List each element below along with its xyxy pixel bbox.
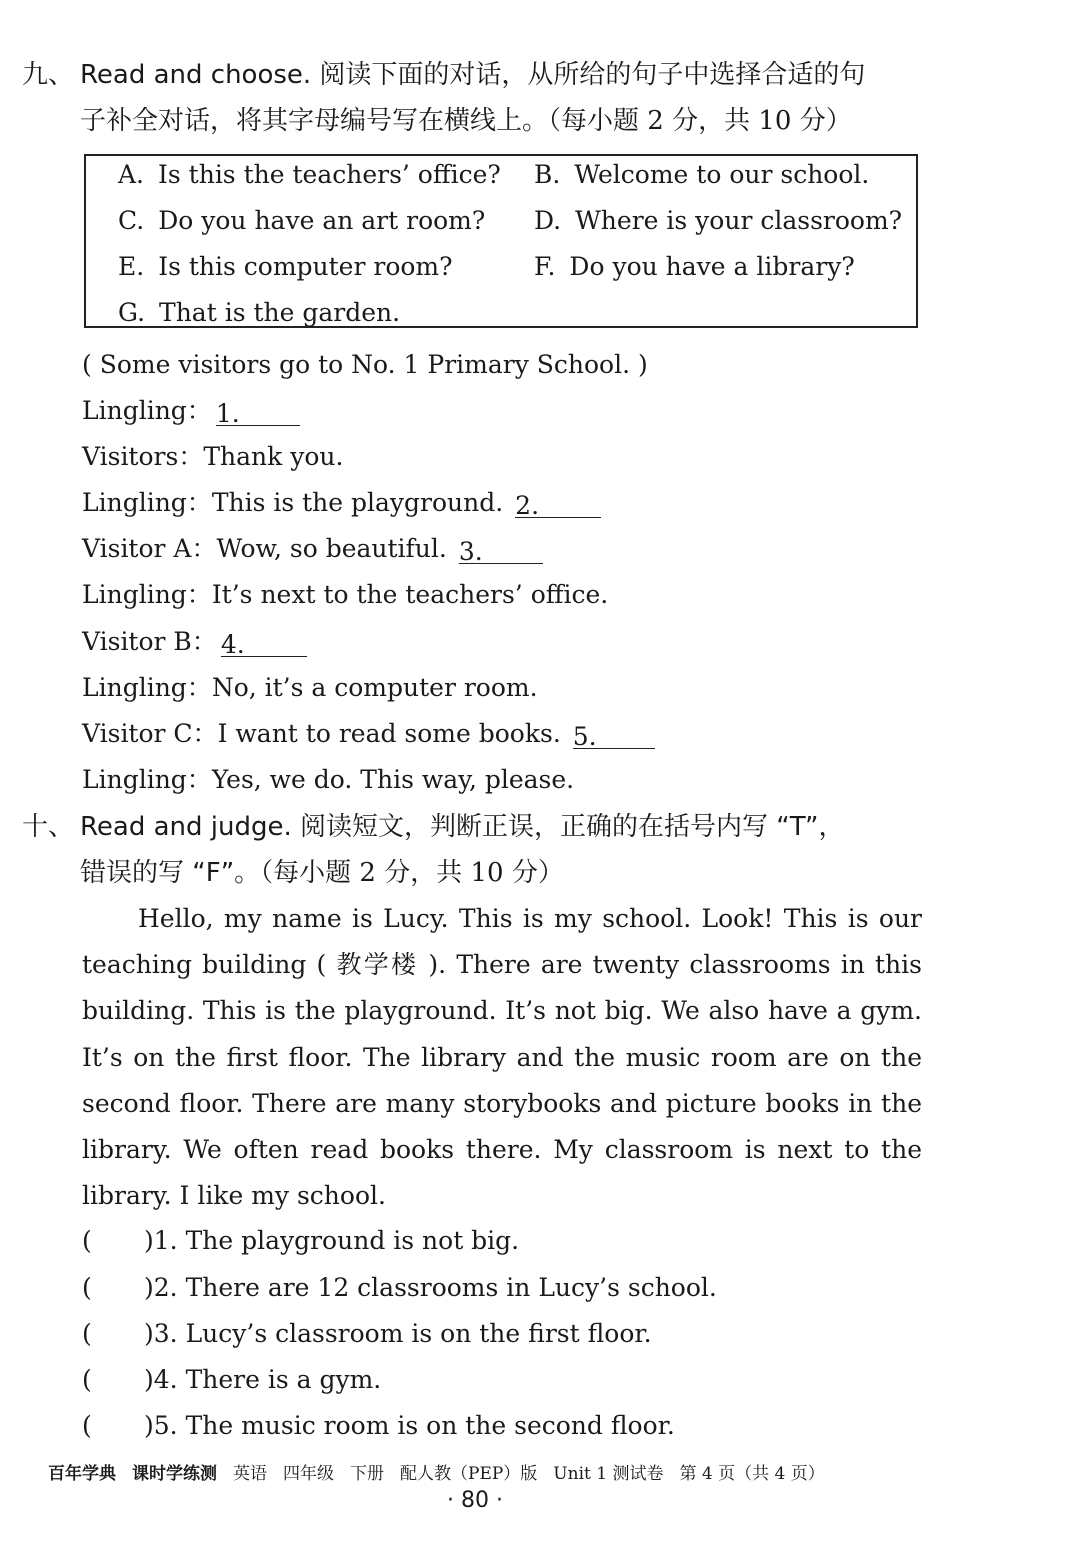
dialogue-line: Visitor C：I want to read some books. 5. xyxy=(82,719,655,749)
footer-edition: 配人教（PEP）版 xyxy=(400,1464,538,1484)
dialogue-line: Lingling：Yes, we do. This way, please. xyxy=(82,765,575,794)
footer-volume: 下册 xyxy=(350,1464,384,1484)
section-10-score: （每小题 2 分，共 10 分） xyxy=(260,858,564,888)
footer-series: 课时学练测 xyxy=(132,1464,217,1484)
page-number: · 80 · xyxy=(447,1488,503,1513)
answer-blank-2[interactable]: 2. xyxy=(515,491,601,518)
option-d: D. Where is your classroom? xyxy=(534,206,903,235)
judge-question: ( )2. There are 12 classrooms in Lucy’s school. xyxy=(82,1273,717,1302)
section-10-title-line1: Read and judge. 阅读短文，判断正误，正确的在括号内写 “T”， xyxy=(80,812,845,842)
footer-page-info: 第 4 页（共 4 页） xyxy=(679,1464,825,1484)
section-9-number: 九、 xyxy=(22,60,75,90)
judge-question: ( )3. Lucy’s classroom is on the first floor. xyxy=(82,1319,652,1348)
dialogue-line: Lingling：No, it’s a computer room. xyxy=(82,673,538,702)
option-a: A. Is this the teachers’ office? xyxy=(118,160,501,189)
answer-paren-5[interactable]: ( xyxy=(82,1411,92,1440)
judge-question: ( )5. The music room is on the second floor. xyxy=(82,1411,675,1440)
option-g: G. That is the garden. xyxy=(118,298,401,327)
reading-passage: Hello, my name is Lucy. This is my school. Look! This is our teaching building ( 教学楼 ). There are twenty classrooms in this building. This is the playground. It’s not big. We also have a gym. It’s on the first floor. The library and the music room are on the second floor. There are many storybooks and picture books in the library. We often read books there. My classroom is next to the library. I like my school. xyxy=(82,904,922,1211)
answer-paren-3[interactable]: ( xyxy=(82,1319,92,1348)
footer-grade: 四年级 xyxy=(283,1464,334,1484)
dialogue-line: Visitors：Thank you. xyxy=(82,442,344,471)
answer-blank-4[interactable]: 4. xyxy=(221,630,307,657)
footer-unit: Unit 1 测试卷 xyxy=(553,1464,664,1484)
answer-blank-1[interactable]: 1. xyxy=(216,399,300,426)
section-9-title-line1: Read and choose. 阅读下面的对话，从所给的句子中选择合适的句 xyxy=(80,60,866,90)
section-9-score: （每小题 2 分，共 10 分） xyxy=(548,106,852,136)
judge-question: ( )1. The playground is not big. xyxy=(82,1226,520,1255)
option-e: E. Is this computer room? xyxy=(118,252,453,281)
page-footer xyxy=(48,1462,948,1486)
answer-blank-3[interactable]: 3. xyxy=(459,537,543,564)
judge-question: ( )4. There is a gym. xyxy=(82,1365,382,1394)
dialogue-scene: ( Some visitors go to No. 1 Primary School. ) xyxy=(82,350,648,379)
section-10-number: 十、 xyxy=(22,812,75,842)
dialogue-line: Visitor B： 4. xyxy=(82,627,307,657)
answer-blank-5[interactable]: 5. xyxy=(573,722,655,749)
option-b: B. Welcome to our school. xyxy=(534,160,870,189)
dialogue-line: Visitor A：Wow, so beautiful. 3. xyxy=(82,534,543,564)
option-c: C. Do you have an art room? xyxy=(118,206,486,235)
dialogue-line: Lingling： 1. xyxy=(82,396,300,426)
section-10-header xyxy=(22,804,942,896)
section-9-header xyxy=(22,52,942,144)
answer-paren-4[interactable]: ( xyxy=(82,1365,92,1394)
option-f: F. Do you have a library? xyxy=(534,252,855,281)
answer-paren-2[interactable]: ( xyxy=(82,1273,92,1302)
options-box xyxy=(84,154,918,328)
section-10-title-line2: 错误的写 “F”。 xyxy=(80,858,261,888)
footer-brand: 百年学典 xyxy=(48,1464,116,1484)
section-9-title-line2: 子补全对话，将其字母编号写在横线上。 xyxy=(80,106,549,136)
dialogue-line: Lingling：This is the playground. 2. xyxy=(82,488,601,518)
dialogue-line: Lingling：It’s next to the teachers’ office. xyxy=(82,580,609,609)
footer-subject: 英语 xyxy=(233,1464,267,1484)
answer-paren-1[interactable]: ( xyxy=(82,1226,92,1255)
